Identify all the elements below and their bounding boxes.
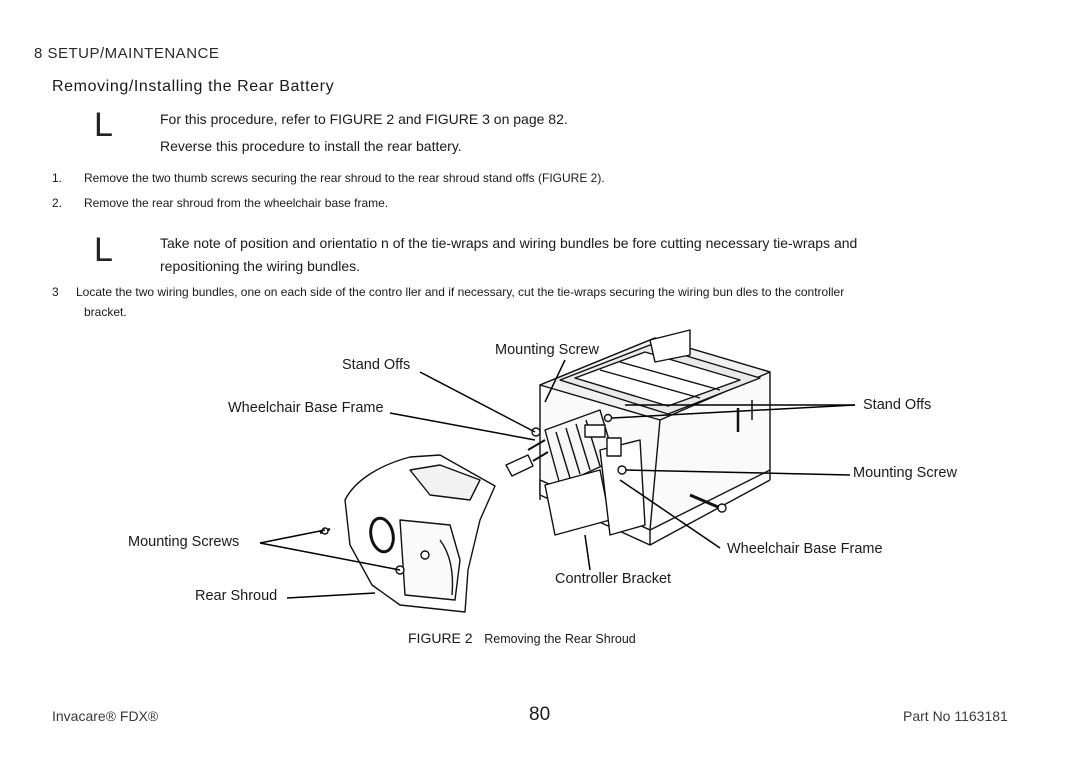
note-line: For this procedure, refer to FIGURE 2 and FIGURE 3 on page 82. [160, 111, 568, 127]
figure-caption [408, 630, 636, 646]
label-mounting-screws-left: Mounting Screws [128, 534, 240, 550]
label-mounting-screw-top: Mounting Screw [495, 342, 599, 358]
step-text: Remove the rear shroud from the wheelchair base frame. [84, 196, 389, 210]
leader-controller-bracket [585, 535, 590, 570]
leader-rear-shroud [287, 593, 375, 598]
label-wheelchair-base-frame-left: Wheelchair Base Frame [228, 400, 384, 416]
rear-shroud-illustration [345, 455, 495, 612]
label-wheelchair-base-frame-right: Wheelchair Base Frame [727, 541, 883, 557]
step-text-continued: bracket. [84, 305, 127, 319]
section-header: 8 SETUP/MAINTENANCE [34, 45, 220, 62]
note-icon: L [94, 106, 113, 144]
note-icon: L [94, 231, 113, 269]
leader-mounting-screws-a [260, 530, 325, 543]
leader-stand-offs-left [420, 372, 535, 432]
footer-part-number: Part No 1163181 [903, 708, 1008, 724]
step-text: Remove the two thumb screws securing the rear shroud to the rear shroud stand offs (FIGURE 2). [84, 171, 605, 185]
page-heading: Removing/Installing the Rear Battery [52, 78, 335, 95]
step-number: 3 [52, 285, 59, 299]
base-frame-illustration [506, 330, 770, 545]
note-line: Take note of position and orientatio n of the tie-wraps and wiring bundles be fore cutting necessary tie-wraps and [160, 235, 858, 251]
note-line: Reverse this procedure to install the rear battery. [160, 138, 462, 154]
figure-caption-text: Removing the Rear Shroud [484, 632, 636, 646]
footer-brand: Invacare® FDX® [52, 708, 159, 724]
label-stand-offs-right: Stand Offs [863, 397, 932, 413]
label-controller-bracket: Controller Bracket [555, 571, 672, 587]
note-line: repositioning the wiring bundles. [160, 258, 361, 274]
page-number: 80 [529, 704, 551, 725]
label-mounting-screw-right: Mounting Screw [853, 465, 957, 481]
leader-wheelchair-base-frame-left [390, 413, 535, 440]
step-number: 1. [52, 171, 63, 185]
step-number: 2. [52, 196, 63, 210]
label-stand-offs-left: Stand Offs [342, 357, 411, 373]
figure-caption-label: FIGURE 2 [408, 630, 473, 646]
label-rear-shroud: Rear Shroud [195, 588, 278, 604]
step-text: Locate the two wiring bundles, one on each side of the contro ller and if necessary, cut the tie-wraps securing the wiring bun dles to the controller [76, 285, 845, 299]
